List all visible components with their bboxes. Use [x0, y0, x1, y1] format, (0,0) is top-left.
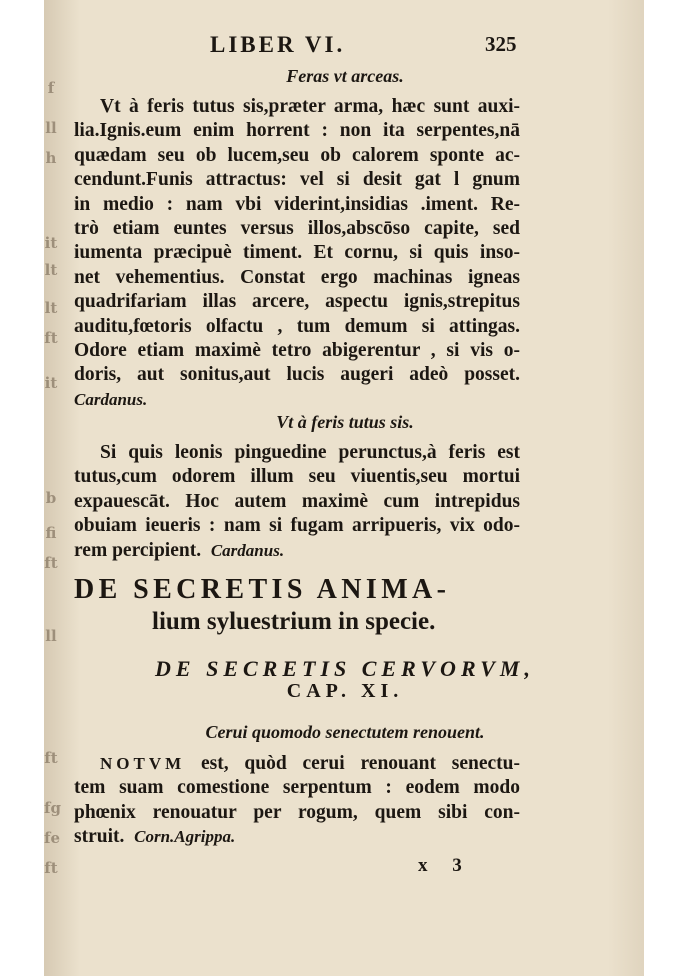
section-heading: Feras vt arceas. — [286, 66, 404, 86]
gutter-mark: fi — [45, 524, 57, 542]
text-line: tem suam comestione serpentum : eodem modo — [74, 777, 520, 799]
gutter-mark: b — [45, 489, 57, 507]
text-line: phœnix renouatur per rogum, quem sibi con- — [74, 801, 520, 823]
chapter-title — [74, 574, 520, 636]
text-line: quadrifariam illas arcere, aspectu ignis,strepitus — [74, 291, 520, 313]
chapter-title-line: DE SECRETIS ANIMA- — [74, 574, 451, 605]
text-line: net vehementius. Constat ergo machinas igneas — [74, 266, 520, 288]
text-line: auditu,fœtoris olfactu , tum demum si attingas. — [74, 315, 520, 337]
text-line: iumenta præcipuè timent. Et cornu, si quis inso- — [74, 242, 520, 264]
text-line: obuiam ieueris : nam si fugam arripueris, vix odo- — [74, 515, 520, 537]
text-line: quædam seu ob lucem,seu ob calorem sponte ac- — [74, 144, 520, 166]
section-body — [74, 752, 520, 850]
text-line: Vt à feris tutus sis,præter arma, hæc sunt auxi- — [100, 96, 520, 117]
gutter-mark: ft — [44, 749, 58, 767]
gutter-mark: ft — [44, 859, 58, 877]
attribution: Cardanus. — [74, 389, 148, 409]
text-line — [74, 752, 520, 776]
attribution: Cardanus. — [210, 540, 285, 560]
gutter-mark: lt — [44, 261, 58, 279]
gutter-mark: ft — [44, 329, 58, 347]
gutter-mark: fe — [44, 829, 60, 847]
text-line: Si quis leonis pinguedine perunctus,à feris est — [100, 442, 520, 463]
text-line: tutus,cum odorem illum seu viuentis,seu mortui — [74, 466, 520, 488]
signature-mark: x 3 — [418, 855, 472, 876]
gutter-mark: ll — [45, 119, 57, 137]
text-line: lia.Ignis.eum enim horrent : non ita serpentes,nā — [74, 120, 520, 142]
gutter-mark: h — [45, 149, 57, 167]
text-line: expauescāt. Hoc autem maximè cum intrepidus — [74, 490, 520, 512]
text-fragment: struit. — [74, 826, 125, 848]
gutter-mark: ll — [45, 627, 57, 645]
text-fragment: rem percipient. — [74, 539, 202, 561]
chapter-title-line: lium syluestrium in specie. — [152, 608, 436, 635]
attribution-line — [74, 388, 520, 412]
chapter-subtitle: DE SECRETIS CERVORVM, — [155, 656, 535, 681]
gutter-mark: it — [44, 374, 58, 392]
section-heading: Cerui quomodo senectutem renouent. — [205, 722, 485, 742]
running-header — [0, 30, 690, 62]
gutter-mark: lt — [44, 299, 58, 317]
text-line: in medio : nam vbi viderint,insidias .iment. Re- — [74, 193, 520, 215]
text-line: Odore etiam maximè tetro abigerentur , si vis o- — [74, 340, 520, 362]
gutter-mark: ft — [44, 554, 58, 572]
page-number: 325 — [485, 32, 517, 56]
text-line: trò etiam euntes versus illos,abscōso capite, sed — [74, 218, 520, 240]
gutter-mark: f — [47, 79, 55, 97]
text-line — [74, 825, 520, 849]
section-body — [74, 441, 520, 563]
running-head-title: LIBER VI. — [210, 32, 346, 57]
text-line: doris, aut sonitus,aut lucis augeri adeò posset. — [74, 364, 520, 386]
section-body — [74, 95, 520, 412]
text-line: cendunt.Funis attractus: vel si desit gat l gnum — [74, 169, 520, 191]
attribution: Corn.Agrippa. — [134, 827, 236, 847]
gutter-mark: fg — [44, 799, 61, 817]
text-fragment: est, quòd cerui renouant senectu- — [200, 753, 520, 774]
initial-word: NOTVM — [100, 754, 186, 773]
chapter-number: CAP. XI. — [286, 680, 404, 702]
text-line — [74, 539, 520, 563]
gutter-mark: it — [44, 234, 58, 252]
section-heading: Vt à feris tutus sis. — [276, 412, 414, 432]
